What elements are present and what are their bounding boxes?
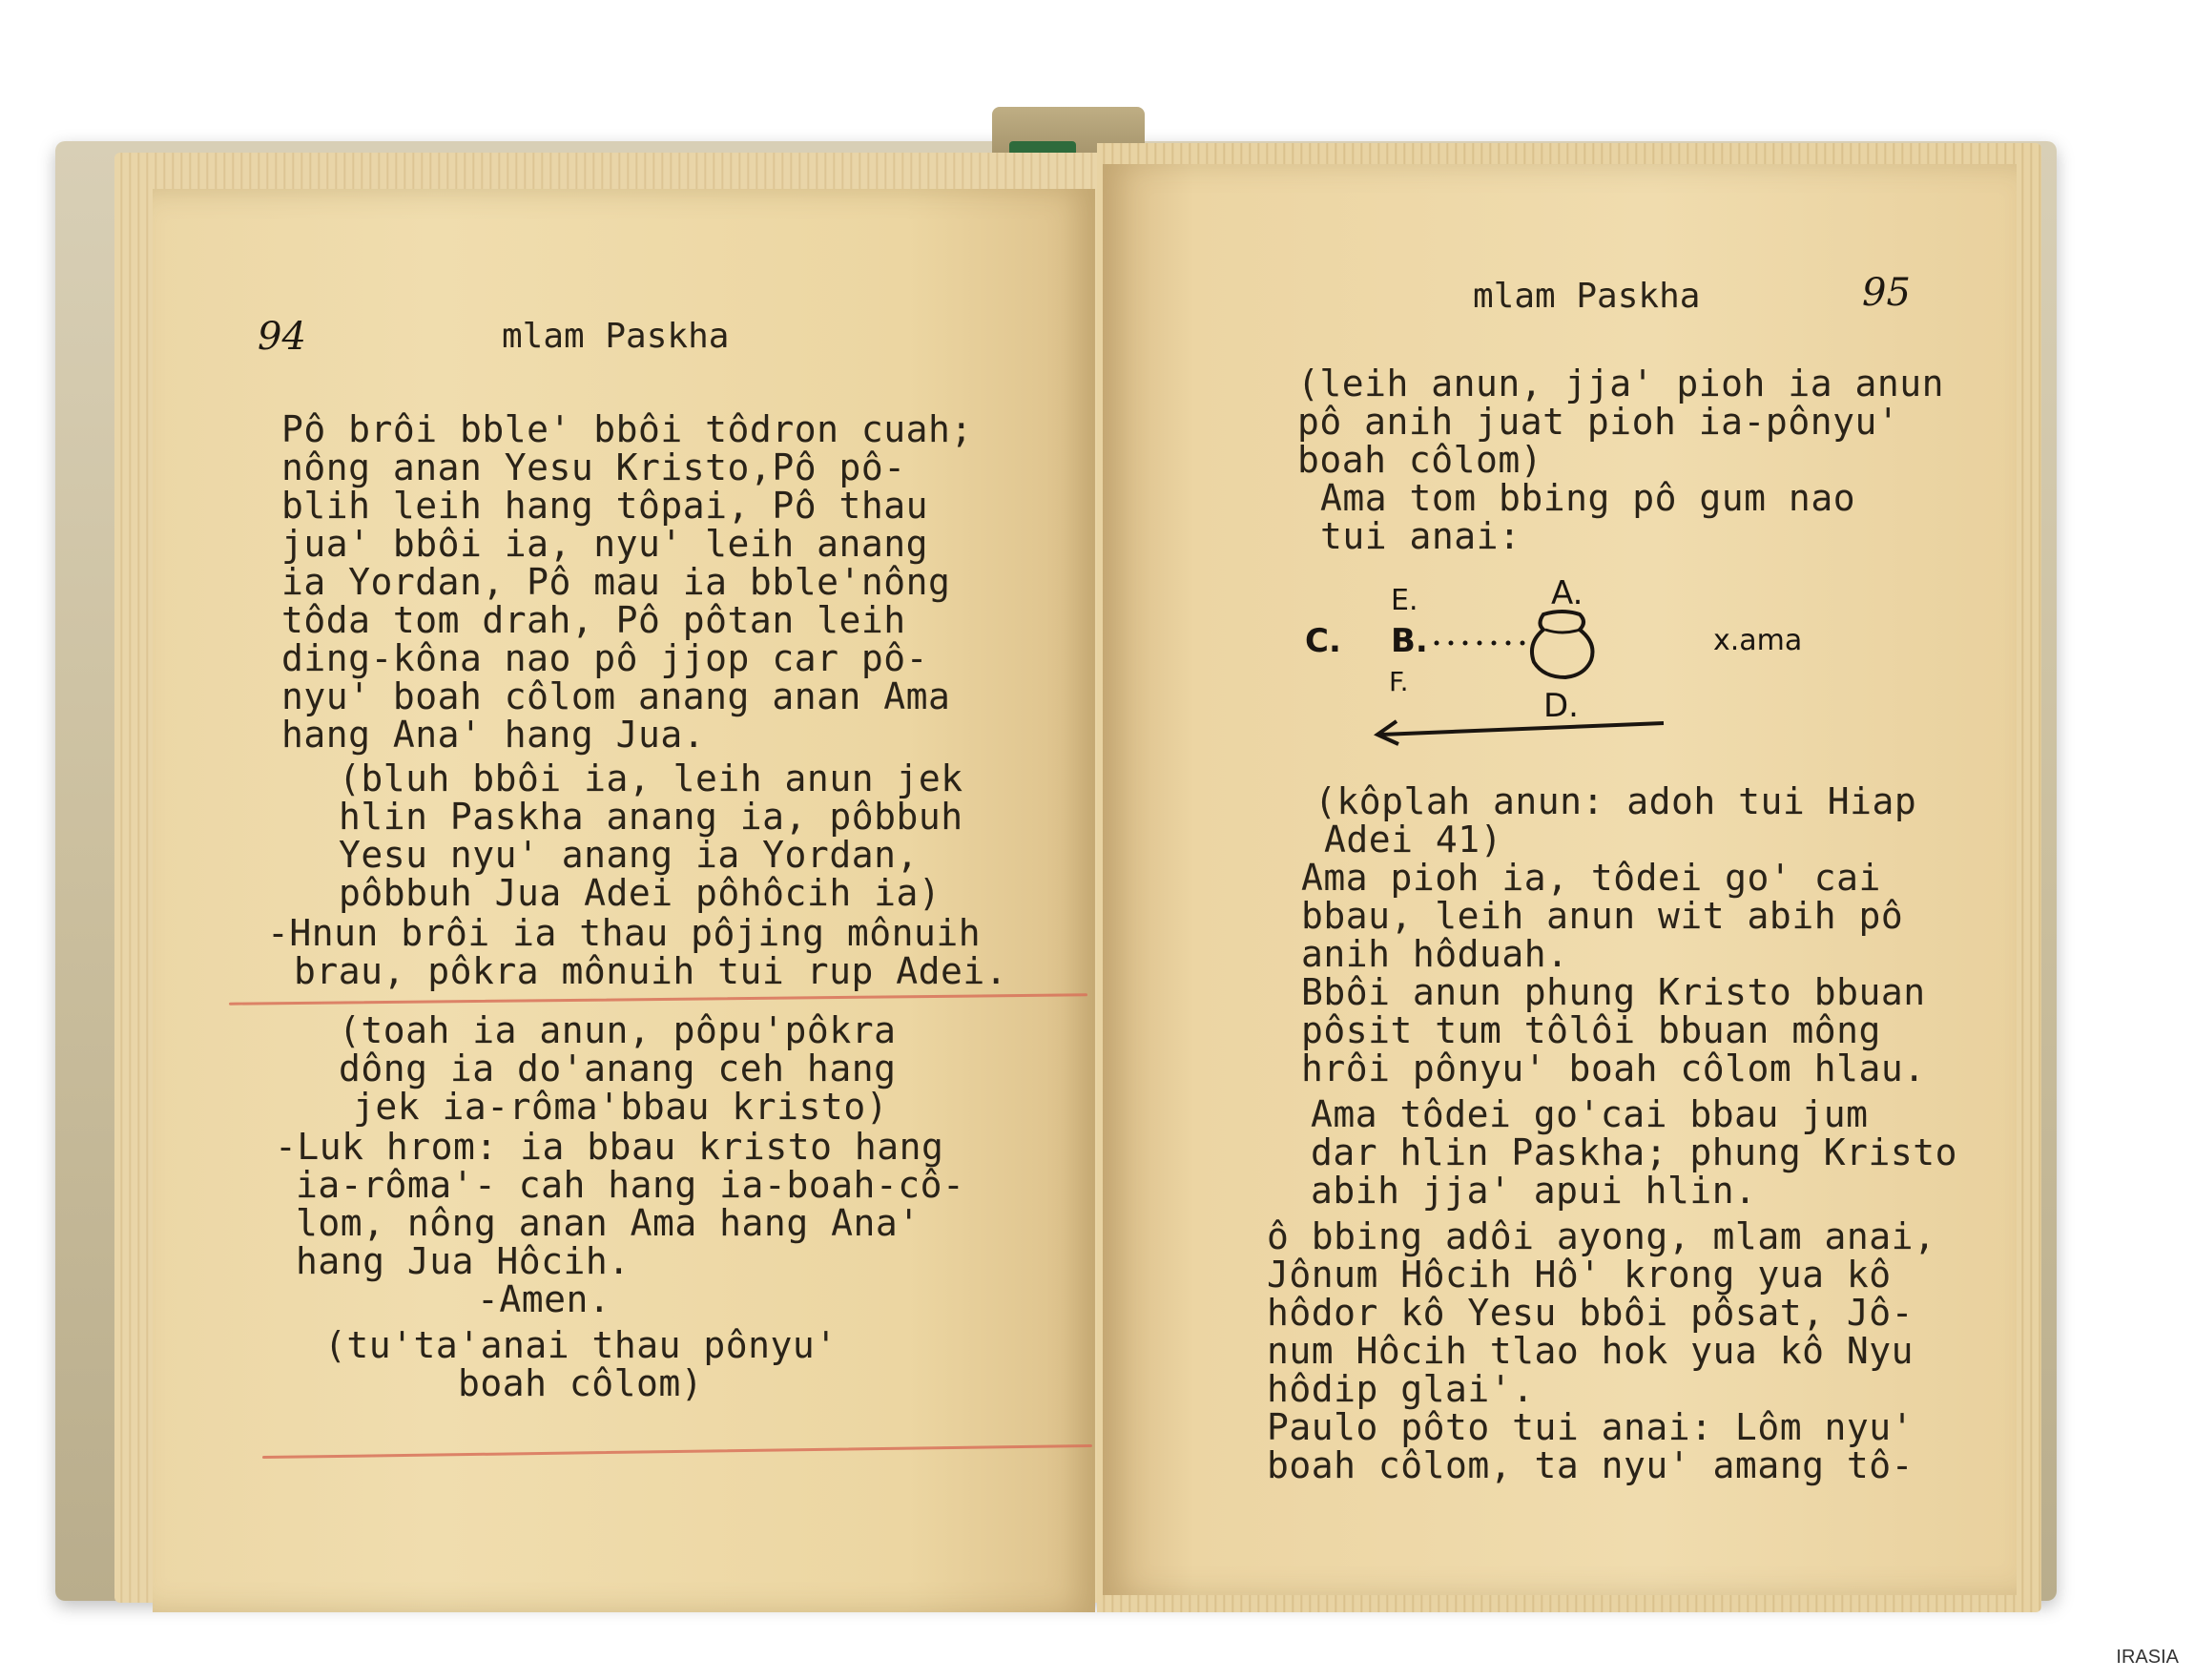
text-line: jua' bbôi ia, nyu' leih anang [281, 523, 928, 565]
text-line: Paulo pôto tui anai: Lôm nyu' [1267, 1406, 1914, 1448]
text-line: Ama tom bbing pô gum nao [1320, 477, 1856, 519]
page-number-right: 95 [1862, 271, 1911, 315]
left-page [153, 189, 1095, 1612]
text-line: -Luk hrom: ia bbau kristo hang [275, 1126, 944, 1168]
watermark: IRASIA [2116, 1647, 2179, 1668]
text-line: pôbbuh Jua Adei pôhôcih ia) [339, 872, 942, 914]
page-number-left: 94 [258, 315, 306, 359]
text-line: pô anih juat pioh ia-pônyu' [1297, 401, 1900, 443]
text-line: hrôi pônyu' boah côlom hlau. [1301, 1047, 1926, 1089]
red-underline [262, 1444, 1092, 1459]
right-page [1103, 164, 2017, 1595]
text-line: Yesu nyu' anang ia Yordan, [339, 834, 919, 876]
text-line: ia-rôma'- cah hang ia-boah-cô- [296, 1164, 965, 1206]
text-line: Bbôi anun phung Kristo bbuan [1301, 971, 1926, 1013]
running-title-right: mlam Paskha [1473, 277, 1701, 316]
label-b: B. [1391, 622, 1428, 660]
label-c: C. [1305, 622, 1341, 660]
text-line: tui anai: [1320, 515, 1521, 557]
text-line: boah côlom, ta nyu' amang tô- [1267, 1444, 1914, 1486]
text-line: hlin Paskha anang ia, pôbbuh [339, 796, 963, 838]
text-line: (bluh bbôi ia, leih anun jek [339, 757, 963, 799]
red-underline [229, 993, 1087, 1005]
text-line: boah côlom) [458, 1362, 704, 1404]
text-line: ô bbing adôi ayong, mlam anai, [1267, 1215, 1936, 1257]
text-line: Pô brôi bble' bbôi tôdron cuah; [281, 408, 973, 450]
text-line: lom, nông anan Ama hang Ana' [296, 1202, 921, 1244]
text-line: Adei 41) [1324, 819, 1503, 861]
label-f: F. [1389, 666, 1409, 697]
text-line: Jônum Hôcih Hô' krong yua kô [1267, 1254, 1892, 1296]
text-line: (kôplah anun: adoh tui Hiap [1314, 780, 1917, 822]
text-line: dông ia do'anang ceh hang [339, 1047, 897, 1089]
text-line: pôsit tum tôlôi bbuan mông [1301, 1009, 1881, 1051]
text-line: Ama pioh ia, tôdei go' cai [1301, 857, 1881, 899]
text-line: dar hlin Paskha; phung Kristo [1311, 1131, 1957, 1173]
text-line: tôda tom drah, Pô pôtan leih [281, 599, 906, 641]
text-line: hang Ana' hang Jua. [281, 714, 706, 756]
text-line: (tu'ta'anai thau pônyu' [324, 1324, 838, 1366]
text-line: ia Yordan, Pô mau ia bble'nông [281, 561, 951, 603]
text-line: (leih anun, jja' pioh ia anun [1297, 363, 1944, 404]
text-line: blih leih hang tôpai, Pô thau [281, 485, 928, 527]
text-line: ding-kôna nao pô jjop car pô- [281, 637, 928, 679]
text-line: hôdip glai'. [1267, 1368, 1535, 1410]
text-line: -Hnun brôi ia thau pôjing mônuih [267, 912, 982, 954]
text-line: anih hôduah. [1301, 933, 1569, 975]
diagram-drawing [1294, 574, 1904, 765]
label-x-ama: x.ama [1713, 624, 1803, 657]
text-line: abih jja' apui hlin. [1311, 1170, 1757, 1212]
label-e: E. [1391, 584, 1418, 617]
handdrawn-diagram [1294, 574, 1904, 765]
running-title-left: mlam Paskha [502, 317, 730, 356]
text-line: brau, pôkra mônuih tui rup Adei. [294, 950, 1008, 992]
text-line: hang Jua Hôcih. [296, 1240, 631, 1282]
text-line: -Amen. [477, 1278, 611, 1320]
label-d: D. [1543, 687, 1579, 725]
text-line: boah côlom) [1297, 439, 1543, 481]
text-line: (toah ia anun, pôpu'pôkra [339, 1009, 897, 1051]
text-line: nyu' boah côlom anang anan Ama [281, 675, 951, 717]
text-line: num Hôcih tlao hok yua kô Nyu [1267, 1330, 1914, 1372]
text-line: jek ia-rôma'bbau kristo) [353, 1086, 889, 1128]
text-line: bbau, leih anun wit abih pô [1301, 895, 1904, 937]
label-a: A. [1551, 574, 1583, 612]
text-line: Ama tôdei go'cai bbau jum [1311, 1093, 1869, 1135]
text-line: nông anan Yesu Kristo,Pô pô- [281, 446, 906, 488]
text-line: hôdor kô Yesu bbôi pôsat, Jô- [1267, 1292, 1914, 1334]
